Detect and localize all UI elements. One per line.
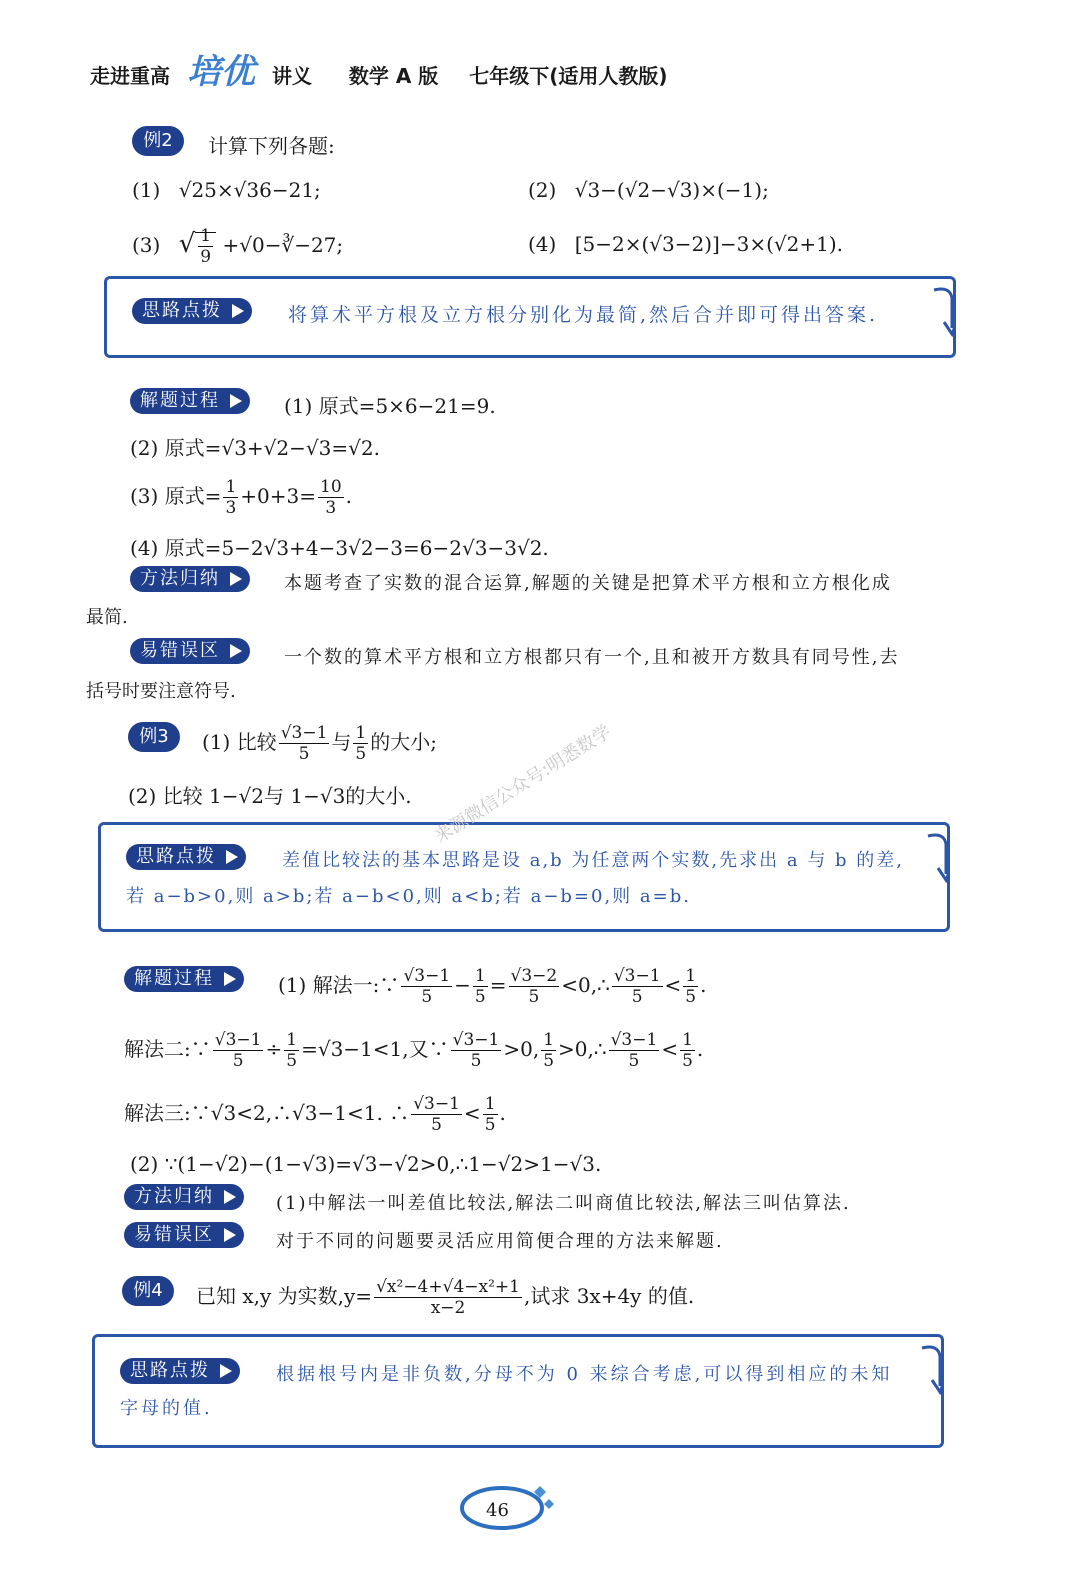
example-badge: 例3: [128, 722, 180, 752]
series-title: 讲义: [271, 64, 312, 88]
solution-3: (3) 原式= $\frac{1}{3}$ +0+3= $\frac{10}{3}$ .: [130, 477, 353, 518]
book-title: 走进重高: [90, 64, 170, 88]
problem-3: (3) √ $\frac{1}{9}$ +√0−∛−27;: [132, 226, 344, 267]
solution-1: (1) 原式=5×6−21=9.: [284, 394, 496, 418]
watermark: 来源微信公众号:明悉数学: [430, 721, 615, 848]
problem-label: (3): [132, 233, 161, 257]
example-title: 计算下列各题:: [208, 134, 335, 158]
error-label: 易错误区: [130, 638, 250, 664]
hint-text: 差值比较法的基本思路是设 a,b 为任意两个实数,先求出 a 与 b 的差,: [282, 850, 905, 871]
problem-label: (4): [528, 232, 557, 256]
ex3-question-1: (1) 比较 $\frac{√3-1}{5}$ 与 $\frac{1}{5}$ 的大小;: [202, 723, 437, 764]
hint-text-cont: 字母的值.: [120, 1398, 213, 1419]
ex3-solution-3: 解法三:∵√3<2,∴√3−1<1. ∴ $\frac{√3-1}{5}$ < $\frac{1}{5}$ .: [124, 1094, 506, 1135]
page-number: 46: [486, 1500, 509, 1521]
problem-1: [132, 176, 321, 204]
logo-text: 培优: [186, 52, 255, 92]
hint-box: [92, 1334, 944, 1448]
fraction-numerator: √x²−4+√4−x²+1: [376, 1277, 520, 1297]
solution-text: +0+3=: [240, 484, 317, 508]
problem-2: [528, 176, 769, 204]
problem-label: (2): [528, 178, 557, 202]
problem-label: (1): [132, 178, 161, 202]
question-text: (1) 比较: [202, 730, 277, 754]
hint-label: 思路点拨: [120, 1358, 240, 1384]
grade: 七年级下(适用人教版): [469, 64, 668, 88]
question-text: ,试求 3x+4y 的值.: [523, 1284, 695, 1308]
hint-text-cont: 若 a−b>0,则 a>b;若 a−b<0,则 a<b;若 a−b=0,则 a=b.: [126, 886, 691, 907]
problem-text: +√0−∛−27;: [222, 233, 344, 257]
page-number-ornament: [456, 1474, 566, 1534]
ex3-solution-1: (1) 解法一:∵ $\frac{√3-1}{5}$ − $\frac{1}{5}$ = $\frac{√3-2}{5}$ <0,∴ $\frac{√3-1}{5}$ < $\frac{1}{5}$ .: [278, 966, 707, 1007]
method-text-cont: 最简.: [86, 607, 128, 628]
question-text: 的大小;: [370, 730, 437, 754]
hint-label: 思路点拨: [126, 844, 246, 870]
problem-text: √25×√36−21;: [178, 178, 321, 202]
hint-text: 根据根号内是非负数,分母不为 0 来综合考虑,可以得到相应的未知: [276, 1364, 893, 1385]
hint-text: 将算术平方根及立方根分别化为最简,然后合并即可得出答案.: [288, 304, 879, 326]
method-text: (1)中解法一叫差值比较法,解法二叫商值比较法,解法三叫估算法.: [276, 1193, 851, 1214]
error-text: 对于不同的问题要灵活应用简便合理的方法来解题.: [276, 1231, 724, 1252]
problem-4: [528, 230, 843, 258]
solution-4: (4) 原式=5−2√3+4−3√2−3=6−2√3−3√2.: [130, 536, 549, 560]
page-header: [90, 44, 668, 93]
hook-icon: [918, 1342, 944, 1400]
solution-text: (3) 原式=: [130, 484, 222, 508]
method-label: 方法归纳: [130, 566, 250, 592]
subject: 数学 A 版: [348, 64, 439, 88]
error-label: 易错误区: [124, 1222, 244, 1248]
solution-label: 解题过程: [130, 388, 250, 414]
question-text: 已知 x,y 为实数,y=: [196, 1284, 373, 1308]
hint-label: 思路点拨: [132, 298, 252, 324]
hook-icon: [924, 830, 950, 888]
hint-box: [98, 822, 950, 932]
example-badge: 例4: [122, 1276, 174, 1306]
problem-text: √3−(√2−√3)×(−1);: [574, 178, 769, 202]
method-text: 本题考查了实数的混合运算,解题的关键是把算术平方根和立方根化成: [284, 573, 892, 594]
solution-2: (2) 原式=√3+√2−√3=√2.: [130, 436, 380, 460]
error-text: 一个数的算术平方根和立方根都只有一个,且和被开方数具有同号性,去: [284, 647, 900, 668]
solution-label: 解题过程: [124, 966, 244, 992]
solution-text: 解法三:∵√3<2,∴√3−1<1. ∴: [124, 1101, 410, 1125]
example-badge: 例2: [132, 126, 184, 156]
ex3-solution-2: 解法二:∵ $\frac{√3-1}{5}$ ÷ $\frac{1}{5}$ =√3−1<1,又∵ $\frac{√3-1}{5}$ >0, $\frac{1}{5}$ >0,∴ $\frac{√3-1}{5}$ < $\frac{1}{5}$ .: [124, 1030, 704, 1071]
error-text-cont: 括号时要注意符号.: [86, 681, 236, 702]
hook-icon: [930, 284, 956, 342]
solution-text: (1) 解法一:∵: [278, 973, 400, 997]
method-label: 方法归纳: [124, 1184, 244, 1210]
ex3-solution-4: (2) ∵(1−√2)−(1−√3)=√3−√2>0,∴1−√2>1−√3.: [130, 1152, 602, 1176]
question-text: 与: [331, 730, 352, 754]
problem-text: [5−2×(√3−2)]−3×(√2+1).: [574, 232, 843, 256]
fraction-denominator: x−2: [430, 1298, 466, 1318]
solution-text: 解法二:∵: [124, 1037, 211, 1061]
ex3-question-2: (2) 比较 1−√2与 1−√3的大小.: [128, 784, 412, 808]
ex4-question: [196, 1272, 694, 1320]
